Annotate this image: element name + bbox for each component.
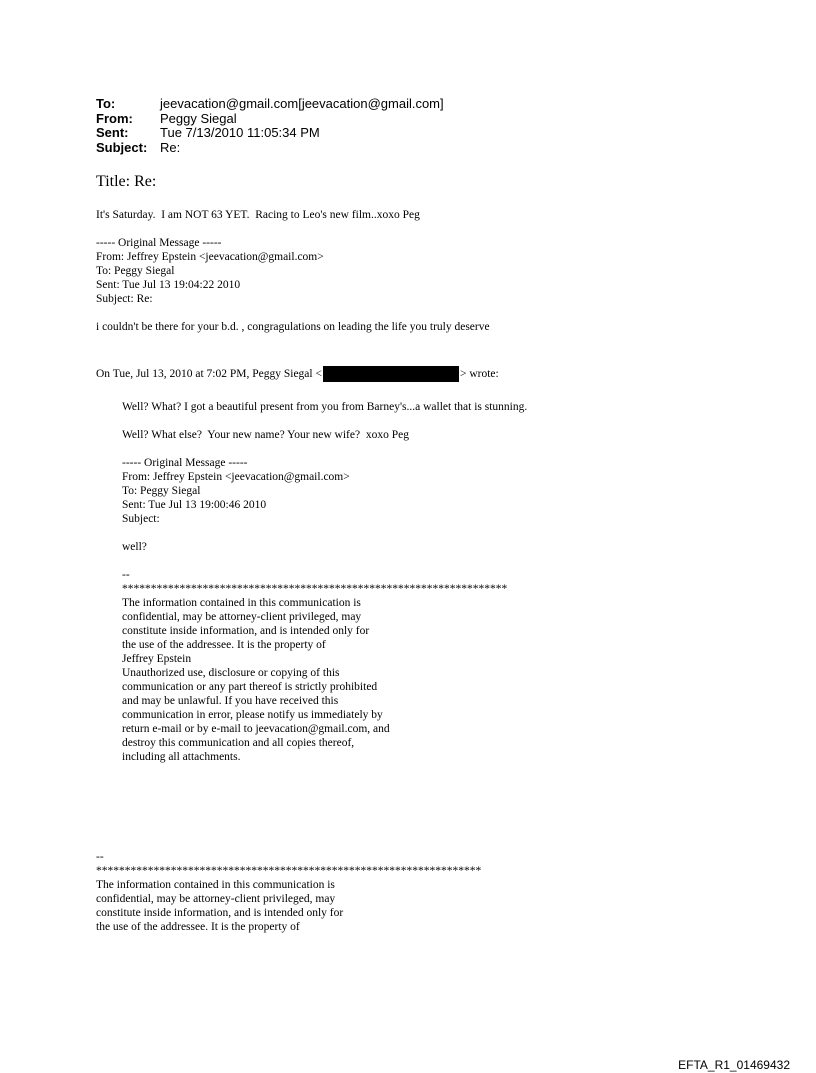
quoted-para2: Well? What else? Your new name? Your new wife? xoxo Peg — [122, 429, 409, 441]
email-body — [96, 208, 786, 934]
disclaimer-line: communication or any part thereof is strictly prohibited — [122, 681, 378, 693]
signature-stars: ******************************************************************* — [122, 583, 508, 595]
sent-row — [96, 126, 444, 141]
quoted-message-text: well? — [122, 541, 147, 553]
quoted-para1: Well? What? I got a beautiful present from you from Barney's...a wallet that is stunning. — [122, 401, 528, 413]
to-row — [96, 97, 444, 112]
disclaimer-line: communication in error, please notify us immediately by — [122, 709, 383, 721]
original-to: To: Peggy Siegal — [96, 265, 175, 277]
email-header — [96, 97, 444, 155]
disclaimer-line: Jeffrey Epstein — [122, 653, 192, 665]
quoted-marker: ----- Original Message ----- — [122, 457, 248, 469]
bottom-signature-dash: -- — [96, 851, 104, 863]
original-marker: ----- Original Message ----- — [96, 237, 222, 249]
quoted-sent: Sent: Tue Jul 13 19:00:46 2010 — [122, 499, 267, 511]
to-label: To: — [96, 96, 116, 111]
quoted-from: From: Jeffrey Epstein <jeevacation@gmail.com> — [122, 471, 350, 483]
subject-label: Subject: — [96, 139, 148, 155]
subject-value: Re: — [160, 139, 181, 155]
disclaimer-line: the use of the addressee. It is the property of — [122, 639, 326, 651]
disclaimer-line: and may be unlawful. If you have received this — [122, 695, 339, 707]
to-value: jeevacation@gmail.com[jeevacation@gmail.com] — [160, 96, 444, 111]
disclaimer-line: return e-mail or by e-mail to jeevacation@gmail.com, and — [122, 723, 390, 735]
reply-text: It's Saturday. I am NOT 63 YET. Racing to Leo's new film..xoxo Peg — [96, 209, 420, 221]
original-sent: Sent: Tue Jul 13 19:04:22 2010 — [96, 279, 241, 291]
disclaimer-line: Unauthorized use, disclosure or copying of this — [122, 667, 340, 679]
original-message: i couldn't be there for your b.d. , congragulations on leading the life you truly deserve — [96, 321, 490, 333]
wrote-line — [96, 366, 786, 382]
bottom-disclaimer-line: The information contained in this communication is — [96, 879, 335, 891]
bottom-signature-stars: ******************************************************************* — [96, 865, 482, 877]
document-id: EFTA_R1_01469432 — [678, 1058, 790, 1072]
quoted-to: To: Peggy Siegal — [122, 485, 201, 497]
from-label: From: — [96, 110, 133, 126]
sent-value: Tue 7/13/2010 11:05:34 PM — [160, 125, 320, 140]
original-subject: Subject: Re: — [96, 293, 153, 305]
bottom-disclaimer-line: the use of the addressee. It is the property of — [96, 921, 300, 933]
bottom-disclaimer-line: confidential, may be attorney-client privileged, may — [96, 893, 336, 905]
bottom-disclaimer-line: constitute inside information, and is intended only for — [96, 907, 344, 919]
disclaimer-line: confidential, may be attorney-client privileged, may — [122, 611, 362, 623]
disclaimer-line: The information contained in this communication is — [122, 597, 361, 609]
disclaimer-line: destroy this communication and all copies thereof, — [122, 737, 355, 749]
redaction-box — [323, 366, 459, 382]
wrote-suffix: > wrote: — [459, 368, 499, 380]
from-row — [96, 112, 444, 127]
wrote-prefix: On Tue, Jul 13, 2010 at 7:02 PM, Peggy Siegal < — [96, 368, 322, 380]
disclaimer-line: constitute inside information, and is intended only for — [122, 625, 370, 637]
quoted-subject: Subject: — [122, 513, 160, 525]
document-title: Title: Re: — [96, 173, 157, 190]
sent-label: Sent: — [96, 125, 129, 140]
subject-row — [96, 141, 444, 156]
disclaimer-line: including all attachments. — [122, 751, 241, 763]
quoted-message — [122, 400, 786, 764]
original-from: From: Jeffrey Epstein <jeevacation@gmail.com> — [96, 251, 324, 263]
signature-dash: -- — [122, 569, 130, 581]
from-value: Peggy Siegal — [160, 110, 237, 126]
